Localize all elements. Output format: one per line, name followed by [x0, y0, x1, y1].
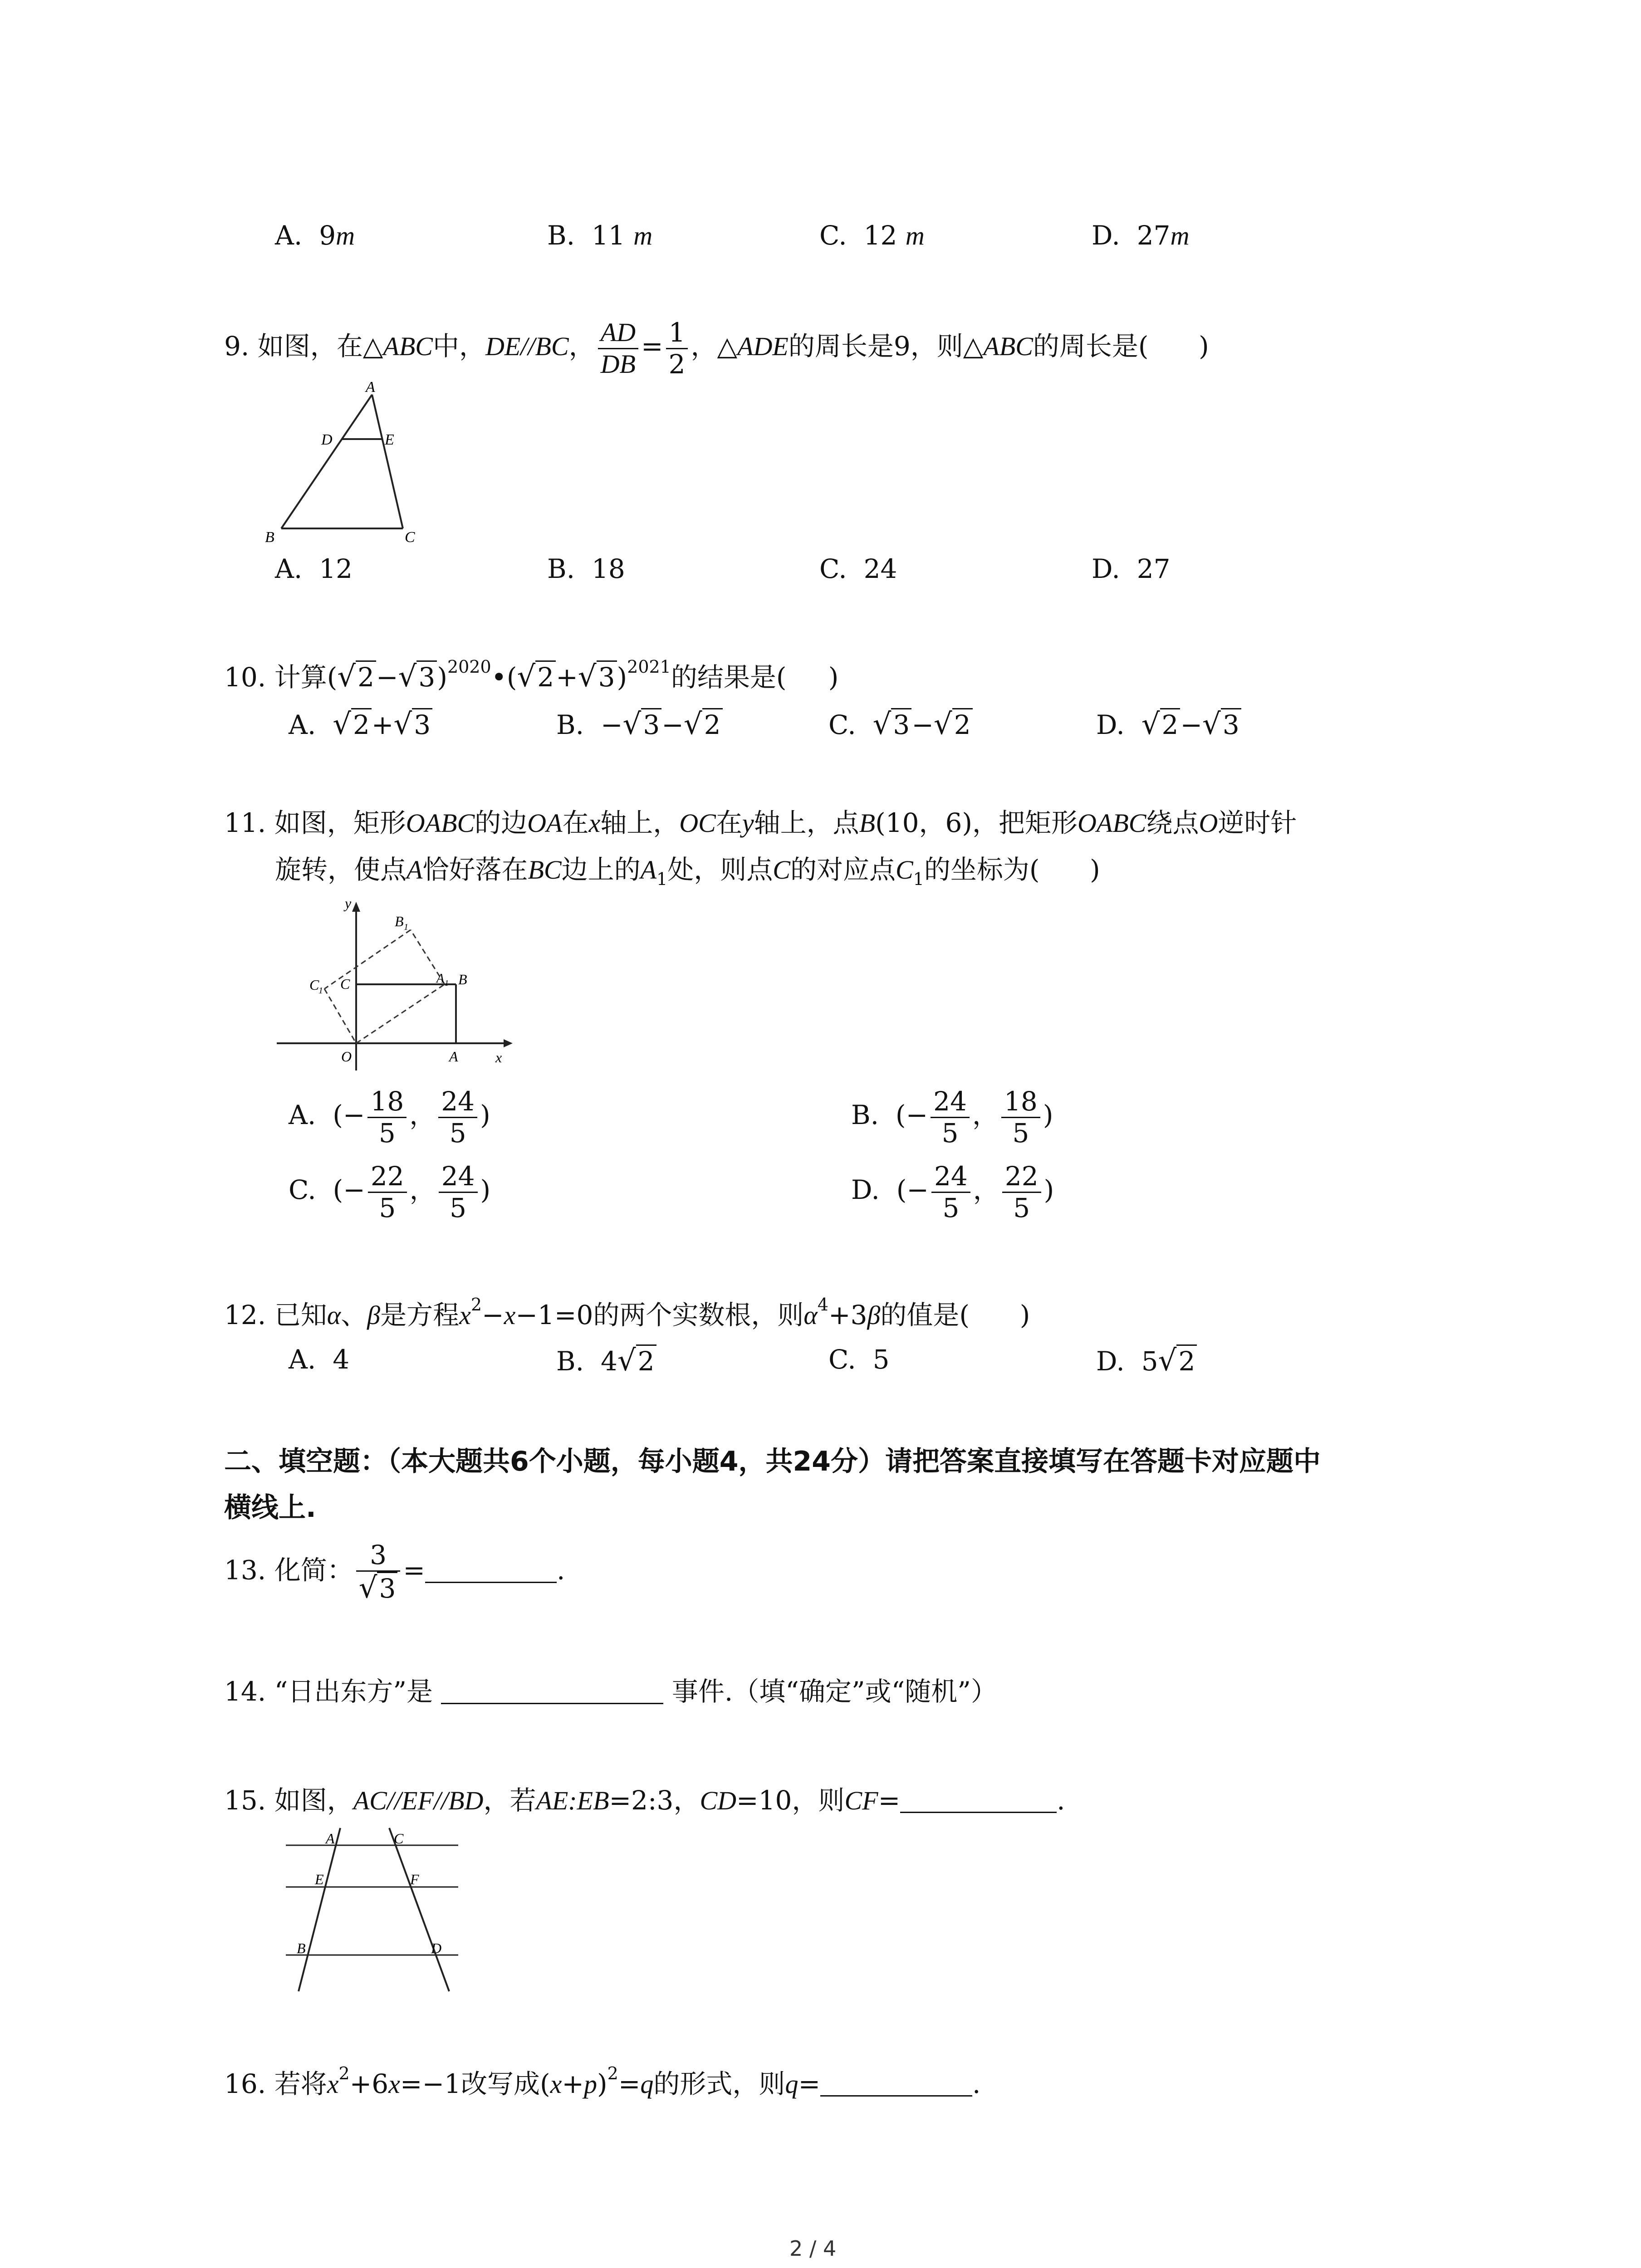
q11-label-x: x — [495, 1049, 502, 1066]
q16-answer-blank[interactable] — [820, 2095, 972, 2097]
q10-option-c: C. √3−√2 — [828, 710, 973, 739]
q13-stem: 13. 化简： $\frac{3}{√3}$ = . — [224, 1540, 565, 1605]
q11-label-b: B — [458, 971, 467, 987]
q10-option-d: D. √2−√3 — [1096, 710, 1241, 739]
q11-label-a1-sub: 1 — [445, 978, 449, 987]
q9-option-a: A. 12 — [275, 553, 353, 584]
section-2-heading: 二、填空题：（本大题共6个小题，每小题4，共24分）请把答案直接填写在答题卡对应题中 — [224, 1446, 1321, 1477]
q12-option-b: B. 4√2 — [556, 1346, 656, 1375]
q10-option-b: B. −√3−√2 — [556, 710, 723, 739]
q13-answer-blank[interactable] — [425, 1582, 557, 1583]
q9-option-d: D. 27 — [1092, 553, 1171, 584]
q15-answer-blank[interactable] — [900, 1812, 1057, 1813]
q8-option-d: D. 27m — [1092, 220, 1190, 251]
q11-label-c1-sub: 1 — [318, 986, 323, 996]
q15-label-f: F — [410, 1871, 419, 1887]
q10-option-a: A. √2+√3 — [289, 710, 432, 739]
q8-option-a: A. 9m — [275, 220, 355, 251]
q9-fraction-ad-db: $\frac{AD}{DB}$ — [598, 318, 638, 379]
q12-option-c: C. 5 — [828, 1344, 890, 1375]
q11-label-a1: A — [436, 972, 445, 986]
q13-fraction: $\frac{3}{√3}$ — [356, 1540, 401, 1605]
q15-label-e: E — [315, 1871, 324, 1887]
q12-stem: 12. 已知α、β是方程$x^2-x-1=0$的两个实数根，则$\alpha^4+3\beta$的值是( ) — [224, 1295, 1030, 1330]
q9-fraction-half: $\frac{1}{2}$ — [666, 318, 688, 379]
q14-answer-blank[interactable] — [441, 1703, 663, 1704]
q11-stem-line2: 旋转，使点A恰好落在BC边上的$A_1$处，则点C的对应点$C_1$的坐标为( ) — [275, 854, 1100, 889]
q9-label-d: D — [321, 431, 333, 448]
q9-stem: 9. 如图，在△ABC中，DE//BC， $\frac{AD}{DB}$ = $\frac{1}{2}$ ，△ADE的周长是9，则△ABC的周长是( ) — [224, 317, 1209, 380]
q11-label-c: C — [340, 976, 350, 992]
q11-option-b: B. (− $\frac{24}{5}$ ， $\frac{18}{5}$ ) — [851, 1086, 1053, 1149]
q11-option-a: A. (− $\frac{18}{5}$ ， $\frac{24}{5}$ ) — [289, 1086, 490, 1149]
q11-rectangle-figure — [272, 894, 526, 1075]
q9-option-c: C. 24 — [819, 553, 897, 584]
q11-label-y: y — [345, 895, 352, 911]
q8-option-c: C. 12 m — [819, 220, 925, 251]
q15-label-c: C — [394, 1830, 404, 1847]
q15-parallel-lines-figure — [277, 1823, 467, 1996]
q10-stem: 10. 计算$(√2-√3)^{2020}•(√2+√3)^{2021}$的结果是( ) — [224, 657, 839, 694]
q11-label-c1: C — [309, 977, 319, 993]
q11-option-c: C. (− $\frac{22}{5}$ ， $\frac{24}{5}$ ) — [289, 1161, 491, 1223]
q9-label-e: E — [385, 431, 394, 448]
q12-option-a: A. 4 — [289, 1344, 350, 1375]
q11-stem-line1: 11. 如图，矩形OABC的边OA在x轴上，OC在y轴上，点B(10，6)，把矩形OABC绕点O逆时针 — [224, 807, 1297, 838]
q11-option-d: D. (− $\frac{24}{5}$ ， $\frac{22}{5}$ ) — [851, 1161, 1054, 1223]
q11-label-a: A — [449, 1048, 458, 1065]
q14-stem: 14. “日出东方”是 事件.（填“确定”或“随机”） — [224, 1676, 997, 1707]
q11-label-b1-sub: 1 — [404, 922, 408, 932]
q16-stem: 16. 若将$x^2+6x=-1$改写成$(x+p)^2=q$的形式，则q= . — [224, 2063, 981, 2099]
q15-label-a: A — [326, 1830, 335, 1847]
q15-label-d: D — [431, 1940, 442, 1956]
q8-option-b: B. 11 m — [547, 220, 653, 251]
q11-label-o: O — [341, 1048, 352, 1065]
q9-triangle-figure — [259, 381, 431, 553]
q12-option-d: D. 5√2 — [1096, 1346, 1197, 1375]
section-2-heading-cont: 横线上. — [224, 1492, 316, 1524]
q9-option-b: B. 18 — [547, 553, 625, 584]
q15-label-b: B — [297, 1940, 306, 1956]
q9-label-c: C — [405, 529, 415, 546]
q11-label-b1: B — [395, 913, 404, 929]
q15-stem: 15. 如图，AC//EF//BD，若AE:EB=2:3，CD=10，则CF= . — [224, 1785, 1065, 1816]
q9-label-b: B — [265, 529, 274, 546]
q9-label-a: A — [366, 381, 375, 396]
page-number: 2 / 4 — [789, 2236, 837, 2261]
